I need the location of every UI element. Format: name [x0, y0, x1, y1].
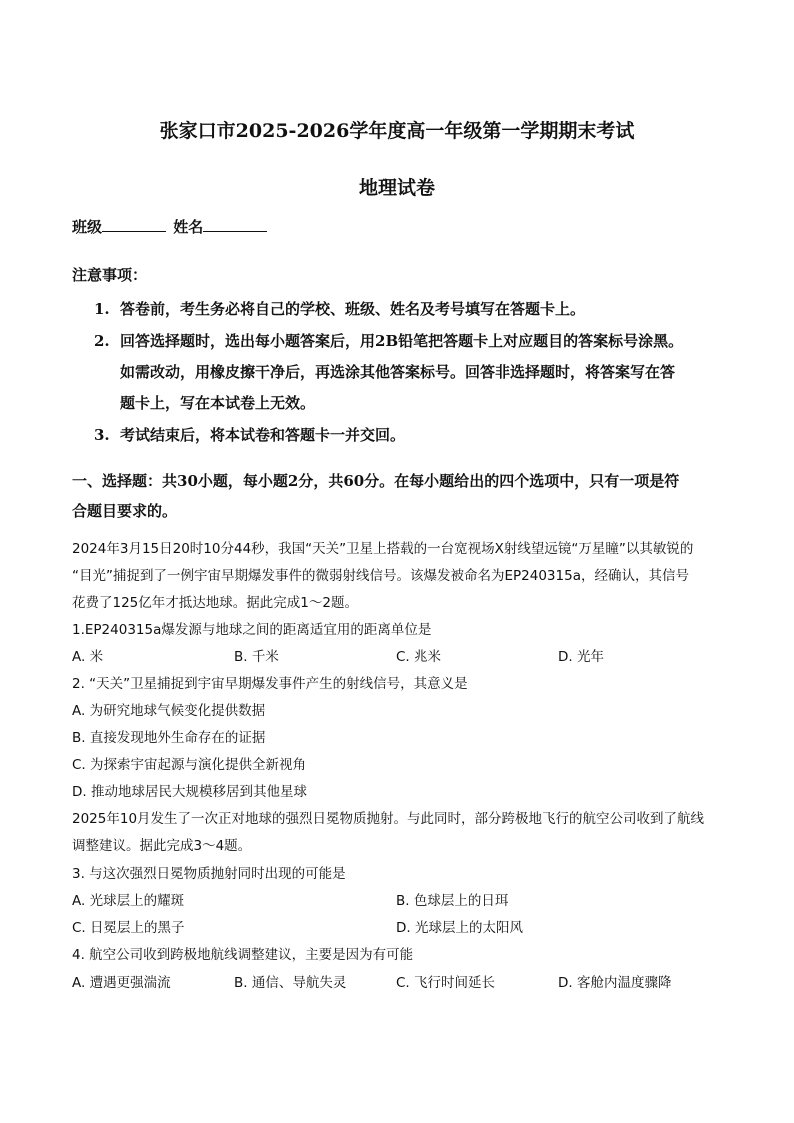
q3-option-b: B. 色球层上的日珥 [396, 893, 509, 909]
q3-option-c: C. 日冕层上的黑子 [72, 920, 185, 936]
q4-stem: 4. 航空公司收到跨极地航线调整建议，主要是因为有可能 [72, 947, 414, 963]
passage1-line-3: 花费了125亿年才抵达地球。据此完成1～2题。 [72, 595, 358, 611]
passage1-line-2: “目光”捕捉到了一例宇宙早期爆发事件的微弱射线信号。该爆发被命名为EP240315a，经确认，其信号 [72, 568, 689, 584]
q3-stem: 3. 与这次强烈日冕物质抛射同时出现的可能是 [72, 866, 346, 882]
q4-option-c: C. 飞行时间延长 [396, 975, 496, 991]
notice-item-2-line-2: 如需改动，用橡皮擦干净后，再选涂其他答案标号。回答非选择题时，将答案写在答 [120, 363, 676, 381]
q1-stem: 1.EP240315a爆发源与地球之间的距离适宜用的距离单位是 [72, 622, 432, 638]
exam-title: 张家口市2025-2026学年度高一年级第一学期期末考试 [159, 120, 635, 142]
q2-stem: 2. “天关”卫星捕捉到宇宙早期爆发事件产生的射线信号，其意义是 [72, 676, 468, 692]
q1-option-d: D. 光年 [558, 649, 604, 665]
name-label: 姓名 [173, 218, 204, 236]
name-blank [203, 217, 267, 232]
q1-option-a: A. 米 [72, 649, 104, 665]
q1-option-c: C. 兆米 [396, 649, 442, 665]
class-label: 班级 [72, 218, 103, 236]
section1-line-2: 合题目要求的。 [72, 502, 178, 520]
section1-line-1: 一、选择题：共30小题，每小题2分，共60分。在每小题给出的四个选项中，只有一项是符 [72, 472, 680, 490]
q3-option-a: A. 光球层上的耀斑 [72, 893, 185, 909]
student-info [72, 216, 267, 237]
notice-item-2-line-3: 题卡上，写在本试卷上无效。 [120, 394, 316, 412]
exam-subtitle: 地理试卷 [358, 177, 435, 199]
passage2-line-1: 2025年10月发生了一次正对地球的强烈日冕物质抛射。与此同时，部分跨极地飞行的航空公司收到了航线 [72, 811, 705, 827]
q4-option-b: B. 通信、导航失灵 [234, 975, 347, 991]
q2-option-b: B. 直接发现地外生命存在的证据 [72, 730, 266, 746]
notice-item-1: 1. 答卷前，考生务必将自己的学校、班级、姓名及考号填写在答题卡上。 [94, 300, 586, 318]
q2-option-a: A. 为研究地球气候变化提供数据 [72, 703, 266, 719]
notice-item-3: 3. 考试结束后，将本试卷和答题卡一并交回。 [94, 426, 406, 444]
class-blank [102, 217, 166, 232]
passage2-line-2: 调整建议。据此完成3～4题。 [72, 838, 252, 854]
q2-option-c: C. 为探索宇宙起源与演化提供全新视角 [72, 757, 307, 773]
q1-option-b: B. 千米 [234, 649, 279, 665]
q4-option-d: D. 客舱内温度骤降 [558, 975, 672, 991]
passage1-line-1: 2024年3月15日20时10分44秒，我国“天关”卫星上搭载的一台宽视场X射线望远镜“万星瞳”以其敏锐的 [72, 541, 694, 557]
notice-item-2: 2. 回答选择题时，选出每小题答案后，用2B铅笔把答题卡上对应题目的答案标号涂黑。 [94, 332, 684, 350]
q4-option-a: A. 遭遇更强湍流 [72, 975, 171, 991]
q3-option-d: D. 光球层上的太阳风 [396, 920, 523, 936]
notice-heading: 注意事项： [72, 266, 148, 284]
q2-option-d: D. 推动地球居民大规模移居到其他星球 [72, 784, 307, 800]
